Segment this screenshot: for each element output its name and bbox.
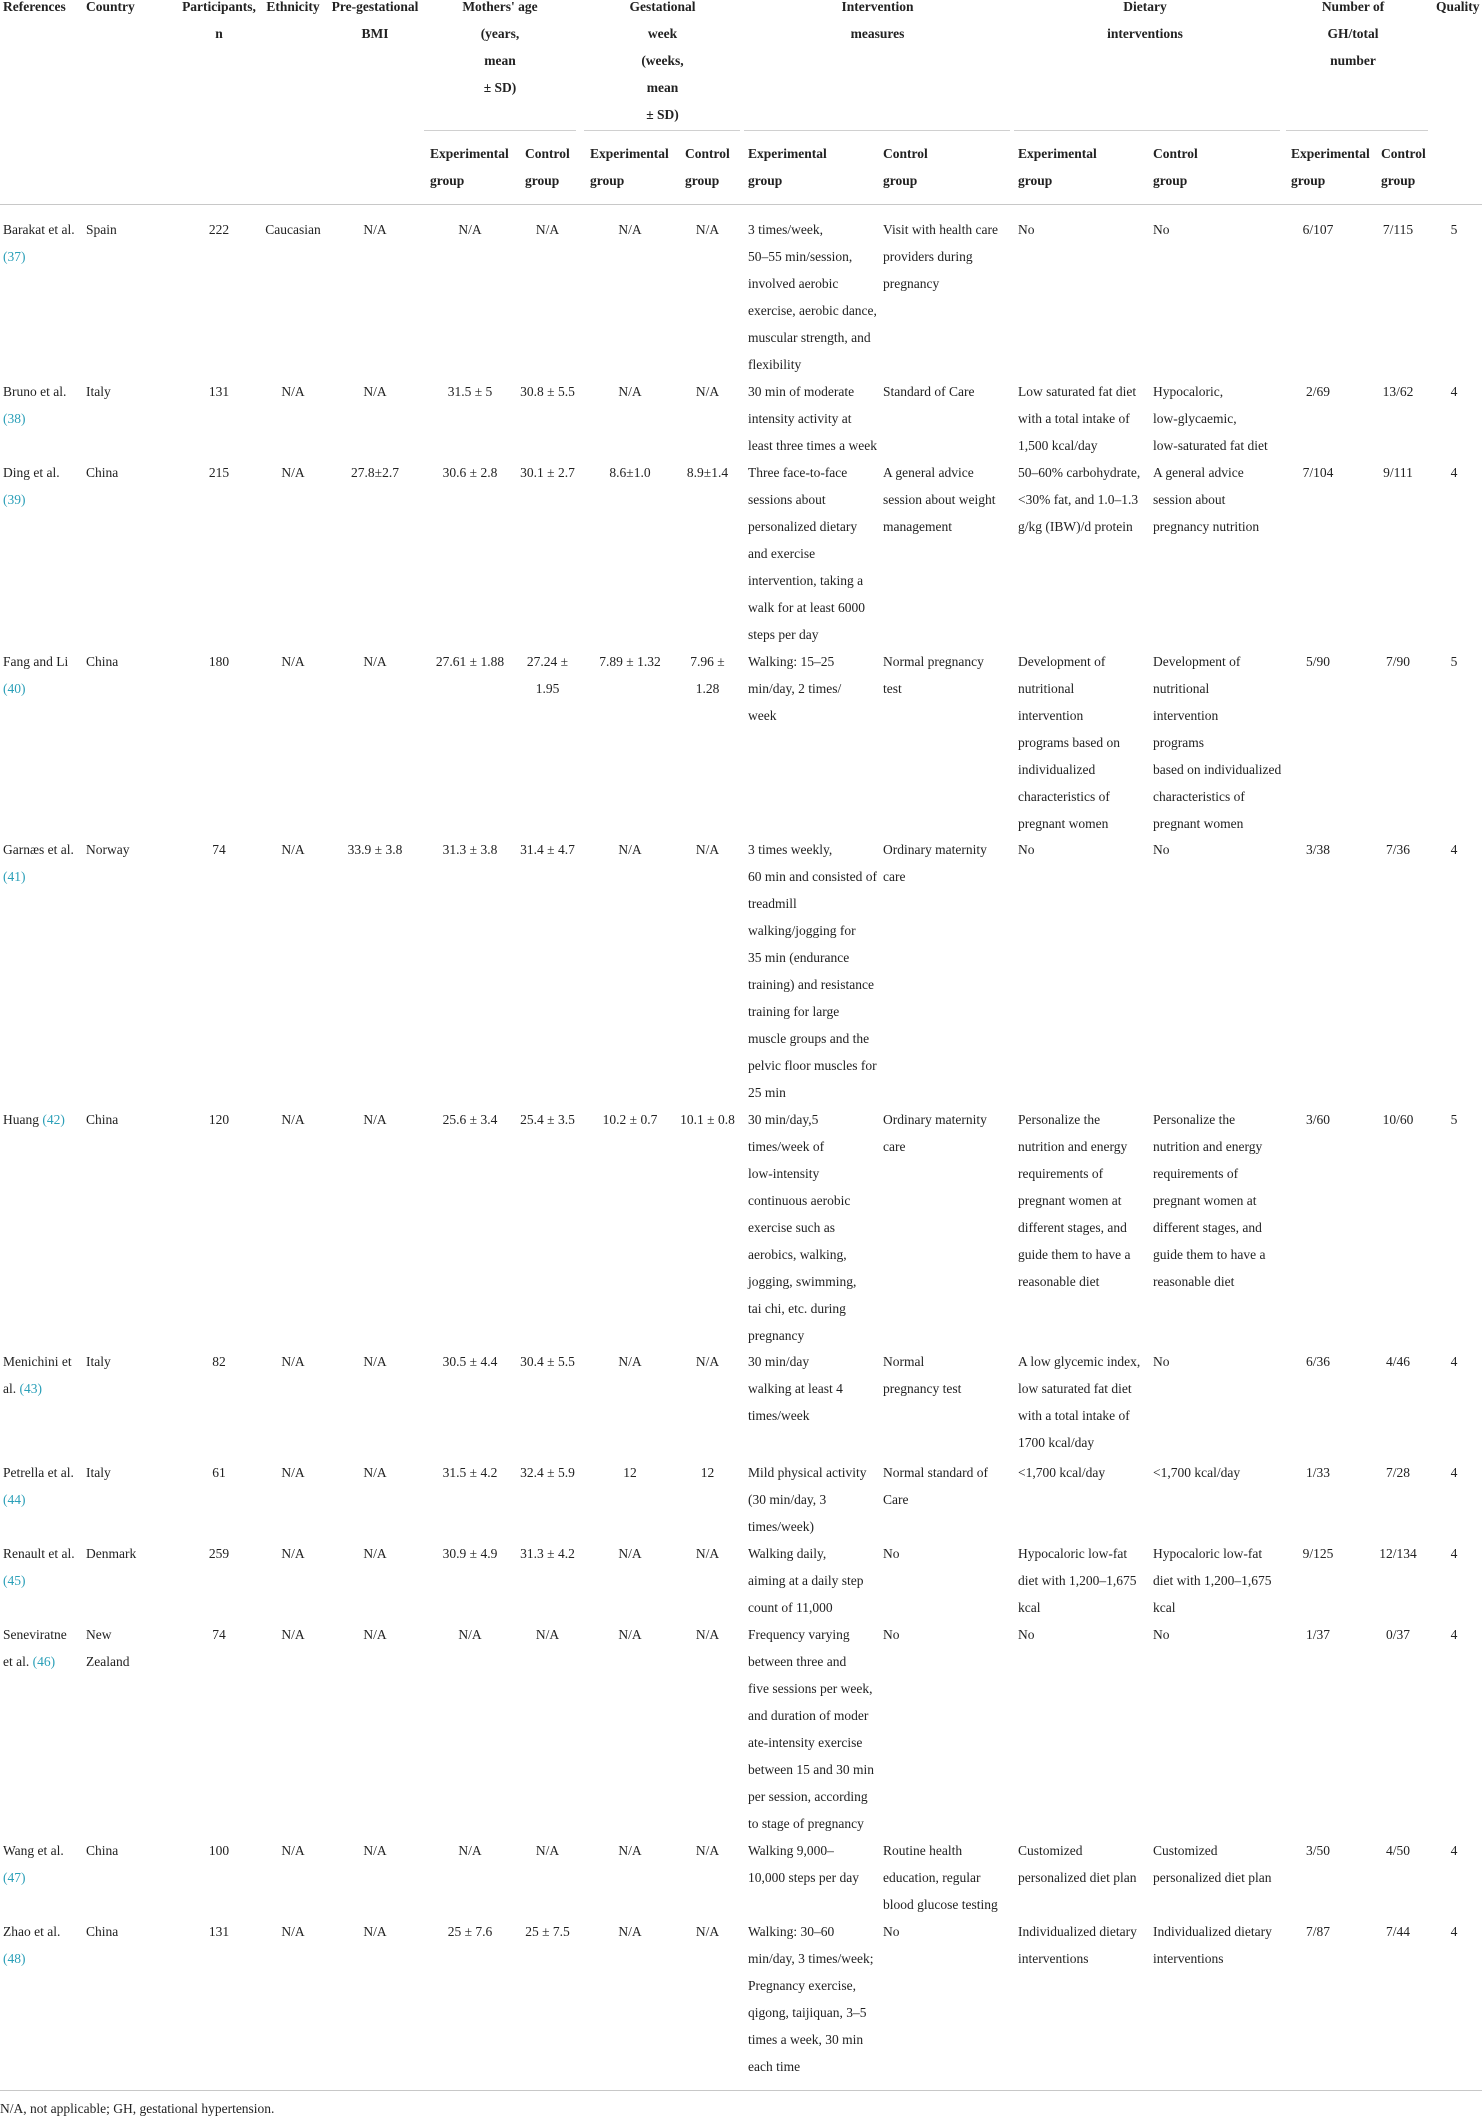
group-rule-intervention bbox=[744, 130, 1010, 131]
cell-eth: N/A bbox=[281, 1546, 305, 1561]
cell-bmi: N/A bbox=[363, 1627, 387, 1642]
sub-diet-exp: Experimental group bbox=[1018, 146, 1097, 188]
cell-age-e: N/A bbox=[458, 1843, 482, 1858]
cell-int-e: Three face-to-face sessions about personalized dietary and exercise intervention, taking a walk for at least 6000 steps per day bbox=[748, 465, 865, 642]
cell-age-c: 32.4 ± 5.9 bbox=[520, 1465, 575, 1480]
header-country: Country bbox=[86, 0, 135, 14]
cell-int-c: Standard of Care bbox=[883, 384, 975, 399]
cell-int-c: No bbox=[883, 1627, 900, 1642]
cell-int-c: Visit with health care providers during pregnancy bbox=[883, 222, 999, 291]
cell-country: China bbox=[86, 1112, 119, 1127]
cell-gw-e: N/A bbox=[618, 1924, 642, 1939]
sub-gest-ctl: Control group bbox=[685, 146, 730, 188]
cell-age-c: 25 ± 7.5 bbox=[525, 1924, 570, 1939]
cell-age-c: 30.8 ± 5.5 bbox=[520, 384, 575, 399]
cell-country: Norway bbox=[86, 842, 130, 857]
reference-author: Menichini et al. bbox=[3, 1354, 72, 1396]
cell-age-e: 27.61 ± 1.88 bbox=[435, 654, 505, 669]
cell-n: 222 bbox=[208, 222, 230, 237]
cell-eth: N/A bbox=[281, 1465, 305, 1480]
header-mothers-age: Mothers' age (years, mean ± SD) bbox=[462, 0, 538, 95]
reference-link[interactable]: (37) bbox=[3, 249, 26, 264]
sub-int-ctl: Control group bbox=[883, 146, 928, 188]
cell-bmi: N/A bbox=[363, 1924, 387, 1939]
cell-n: 120 bbox=[208, 1112, 230, 1127]
header-ethnicity: Ethnicity bbox=[266, 0, 320, 14]
reference-link[interactable]: (46) bbox=[32, 1654, 56, 1669]
cell-int-e: 3 times/week, 50–55 min/session, involved aerobic exercise, aerobic dance, muscular strength, and flexibility bbox=[748, 222, 877, 372]
cell-diet-e: Low saturated fat diet with a total intake of 1,500 kcal/day bbox=[1018, 384, 1137, 453]
sub-age-ctl: Control group bbox=[525, 146, 570, 188]
cell-n: 82 bbox=[212, 1354, 226, 1369]
cell-int-e: Mild physical activity (30 min/day, 3 times/week) bbox=[748, 1465, 867, 1534]
cell-age-e: 31.5 ± 4.2 bbox=[442, 1465, 498, 1480]
cell-age-e: 25.6 ± 3.4 bbox=[442, 1112, 498, 1127]
cell-country: Italy bbox=[86, 1354, 111, 1369]
cell-bmi: N/A bbox=[363, 222, 387, 237]
cell-eth: N/A bbox=[281, 1627, 305, 1642]
sub-gest-exp: Experimental group bbox=[590, 146, 669, 188]
cell-eth: N/A bbox=[281, 465, 305, 480]
cell-n: 100 bbox=[208, 1843, 230, 1858]
cell-diet-e: Development of nutritional intervention programs based on individualized characteristics of pregnant women bbox=[1018, 654, 1120, 831]
cell-country: China bbox=[86, 465, 119, 480]
cell-gw-e: 8.6±1.0 bbox=[609, 465, 651, 480]
cell-bmi: N/A bbox=[363, 1843, 387, 1858]
cell-diet-c: Individualized dietary interventions bbox=[1153, 1924, 1272, 1966]
cell-gh-c: 7/115 bbox=[1382, 222, 1414, 237]
cell-gh-e: 9/125 bbox=[1302, 1546, 1334, 1561]
cell-gh-c: 13/62 bbox=[1382, 384, 1414, 399]
cell-age-c: 25.4 ± 3.5 bbox=[520, 1112, 575, 1127]
cell-diet-c: No bbox=[1153, 222, 1170, 237]
cell-q: 4 bbox=[1450, 1627, 1458, 1642]
cell-gw-e: 7.89 ± 1.32 bbox=[599, 654, 661, 669]
cell-diet-e: Hypocaloric low-fat diet with 1,200–1,675 kcal bbox=[1018, 1546, 1137, 1615]
group-rule-dietary bbox=[1014, 130, 1280, 131]
cell-gw-c: N/A bbox=[695, 1843, 720, 1858]
cell-int-e: Walking 9,000– 10,000 steps per day bbox=[748, 1843, 859, 1885]
cell-diet-e: <1,700 kcal/day bbox=[1018, 1465, 1106, 1480]
cell-diet-c: No bbox=[1153, 842, 1170, 857]
cell-gh-c: 7/44 bbox=[1385, 1924, 1410, 1939]
cell-gh-e: 1/33 bbox=[1305, 1465, 1330, 1480]
cell-q: 4 bbox=[1450, 1465, 1458, 1480]
cell-eth: N/A bbox=[281, 1354, 305, 1369]
cell-int-e: Walking daily, aiming at a daily step count of 11,000 bbox=[748, 1546, 864, 1615]
cell-bmi: N/A bbox=[363, 1465, 387, 1480]
reference-author: Barakat et al. bbox=[3, 222, 75, 237]
cell-diet-c: A general advice session about pregnancy nutrition bbox=[1153, 465, 1260, 534]
cell-age-e: 31.3 ± 3.8 bbox=[442, 842, 498, 857]
cell-gh-c: 4/50 bbox=[1385, 1843, 1410, 1858]
reference-author: Huang bbox=[3, 1112, 39, 1127]
cell-age-c: 30.4 ± 5.5 bbox=[520, 1354, 575, 1369]
cell-q: 4 bbox=[1450, 1843, 1458, 1858]
cell-age-c: 31.3 ± 4.2 bbox=[520, 1546, 575, 1561]
cell-diet-e: A low glycemic index, low saturated fat diet with a total intake of 1700 kcal/day bbox=[1018, 1354, 1141, 1450]
cell-bmi: N/A bbox=[363, 1546, 387, 1561]
cell-eth: N/A bbox=[281, 1924, 305, 1939]
header-gestational-week: Gestational week (weeks, mean ± SD) bbox=[629, 0, 696, 122]
cell-country: China bbox=[86, 1924, 119, 1939]
cell-diet-e: No bbox=[1018, 1627, 1035, 1642]
cell-age-e: 31.5 ± 5 bbox=[447, 384, 493, 399]
cell-gw-c: N/A bbox=[695, 222, 720, 237]
reference-author: Renault et al. bbox=[3, 1546, 75, 1561]
cell-gh-e: 2/69 bbox=[1305, 384, 1330, 399]
cell-gw-e: N/A bbox=[618, 384, 642, 399]
cell-age-c: N/A bbox=[535, 1627, 560, 1642]
cell-diet-c: No bbox=[1153, 1627, 1170, 1642]
cell-diet-e: 50–60% carbohydrate, <30% fat, and 1.0–1.3 g/kg (IBW)/d protein bbox=[1018, 465, 1141, 534]
cell-q: 5 bbox=[1450, 1112, 1458, 1127]
cell-country: New Zealand bbox=[86, 1627, 130, 1669]
cell-int-c: Normal pregnancy test bbox=[883, 1354, 962, 1396]
sub-int-exp: Experimental group bbox=[748, 146, 827, 188]
header-gh: Number of GH/total number bbox=[1321, 0, 1385, 68]
cell-gw-c: N/A bbox=[695, 1354, 720, 1369]
cell-gh-c: 0/37 bbox=[1385, 1627, 1410, 1642]
cell-gw-c: 10.1 ± 0.8 bbox=[680, 1112, 735, 1127]
cell-q: 5 bbox=[1450, 222, 1458, 237]
cell-n: 180 bbox=[208, 654, 230, 669]
table-footnote: N/A, not applicable; GH, gestational hypertension. bbox=[0, 2101, 275, 2116]
cell-country: Italy bbox=[86, 384, 111, 399]
reference-author: Ding et al. bbox=[3, 465, 60, 480]
cell-int-e: 3 times weekly, 60 min and consisted of treadmill walking/jogging for 35 min (endurance training) and resistance training for large muscle groups and the pelvic floor muscles for 25 min bbox=[748, 842, 877, 1100]
cell-gw-c: N/A bbox=[695, 1546, 720, 1561]
cell-n: 131 bbox=[208, 1924, 230, 1939]
reference-link[interactable]: (44) bbox=[3, 1492, 26, 1507]
cell-int-c: Ordinary maternity care bbox=[883, 842, 987, 884]
cell-country: Italy bbox=[86, 1465, 111, 1480]
cell-gh-e: 3/50 bbox=[1305, 1843, 1330, 1858]
cell-eth: N/A bbox=[281, 1843, 305, 1858]
cell-n: 74 bbox=[212, 1627, 226, 1642]
cell-gh-e: 1/37 bbox=[1305, 1627, 1330, 1642]
cell-q: 4 bbox=[1450, 465, 1458, 480]
cell-bmi: N/A bbox=[363, 1112, 387, 1127]
cell-diet-c: Personalize the nutrition and energy requirements of pregnant women at different stages, and guide them to have a reasonable diet bbox=[1153, 1112, 1266, 1289]
cell-age-c: N/A bbox=[535, 1843, 560, 1858]
cell-age-e: 30.5 ± 4.4 bbox=[442, 1354, 498, 1369]
cell-gh-e: 5/90 bbox=[1305, 654, 1330, 669]
reference-link[interactable]: (39) bbox=[3, 492, 26, 507]
cell-q: 4 bbox=[1450, 384, 1458, 399]
reference-author: Seneviratne et al. bbox=[3, 1627, 67, 1669]
cell-country: Spain bbox=[86, 222, 117, 237]
cell-diet-c: <1,700 kcal/day bbox=[1153, 1465, 1241, 1480]
header-bmi: Pre-gestational BMI bbox=[331, 0, 419, 41]
reference-author: Bruno et al. bbox=[3, 384, 67, 399]
reference-author: Fang and Li bbox=[3, 654, 69, 669]
reference-link[interactable]: (41) bbox=[3, 869, 26, 884]
cell-eth: N/A bbox=[281, 842, 305, 857]
cell-diet-e: No bbox=[1018, 222, 1035, 237]
cell-int-c: A general advice session about weight management bbox=[883, 465, 996, 534]
cell-diet-c: Customized personalized diet plan bbox=[1153, 1843, 1272, 1885]
table-bottom-rule bbox=[0, 2090, 1482, 2091]
cell-int-c: No bbox=[883, 1924, 900, 1939]
cell-n: 215 bbox=[208, 465, 230, 480]
sub-gh-exp: Experimental group bbox=[1291, 146, 1370, 188]
cell-q: 4 bbox=[1450, 842, 1458, 857]
cell-n: 259 bbox=[208, 1546, 230, 1561]
reference-link[interactable]: (43) bbox=[19, 1381, 42, 1396]
cell-diet-c: Hypocaloric low-fat diet with 1,200–1,675 kcal bbox=[1153, 1546, 1272, 1615]
cell-gh-e: 3/60 bbox=[1305, 1112, 1330, 1127]
sub-diet-ctl: Control group bbox=[1153, 146, 1198, 188]
cell-gh-c: 10/60 bbox=[1382, 1112, 1414, 1127]
cell-bmi: N/A bbox=[363, 1354, 387, 1369]
cell-int-e: Frequency varying between three and five sessions per week, and duration of moder ate-intensity exercise between 15 and 30 min per session, according to stage of pregnancy bbox=[748, 1627, 874, 1831]
cell-q: 5 bbox=[1450, 654, 1458, 669]
cell-gh-c: 7/90 bbox=[1385, 654, 1410, 669]
header-references: References bbox=[3, 0, 66, 14]
cell-gh-e: 7/87 bbox=[1305, 1924, 1330, 1939]
cell-int-c: Normal pregnancy test bbox=[883, 654, 984, 696]
cell-age-c: 30.1 ± 2.7 bbox=[520, 465, 575, 480]
reference-link[interactable]: (38) bbox=[3, 411, 26, 426]
cell-eth: N/A bbox=[281, 654, 305, 669]
group-rule-gh bbox=[1286, 130, 1428, 131]
cell-bmi: N/A bbox=[363, 384, 387, 399]
header-participants: Participants, n bbox=[182, 0, 256, 41]
cell-gh-e: 6/36 bbox=[1305, 1354, 1330, 1369]
cell-age-e: 25 ± 7.6 bbox=[447, 1924, 493, 1939]
cell-diet-e: Personalize the nutrition and energy requirements of pregnant women at different stages, and guide them to have a reasonable diet bbox=[1018, 1112, 1131, 1289]
group-rule-age bbox=[424, 130, 576, 131]
cell-gh-c: 7/28 bbox=[1385, 1465, 1410, 1480]
cell-int-c: Ordinary maternity care bbox=[883, 1112, 987, 1154]
cell-q: 4 bbox=[1450, 1354, 1458, 1369]
cell-country: China bbox=[86, 654, 119, 669]
cell-diet-e: Customized personalized diet plan bbox=[1018, 1843, 1137, 1885]
cell-diet-c: Hypocaloric, low-glycaemic, low-saturated fat diet bbox=[1153, 384, 1268, 453]
cell-gh-c: 12/134 bbox=[1379, 1546, 1417, 1561]
cell-int-c: Routine health education, regular blood glucose testing bbox=[883, 1843, 998, 1912]
cell-gh-e: 3/38 bbox=[1305, 842, 1330, 857]
cell-bmi: 27.8±2.7 bbox=[351, 465, 399, 480]
cell-gw-c: N/A bbox=[695, 1627, 720, 1642]
cell-gh-c: 4/46 bbox=[1385, 1354, 1410, 1369]
cell-int-e: Walking: 30–60 min/day, 3 times/week; Pregnancy exercise, qigong, taijiquan, 3–5 times a week, 30 min each time bbox=[748, 1924, 874, 2074]
reference-link[interactable]: (42) bbox=[42, 1112, 65, 1127]
cell-q: 4 bbox=[1450, 1546, 1458, 1561]
cell-age-e: 30.9 ± 4.9 bbox=[442, 1546, 498, 1561]
cell-n: 74 bbox=[212, 842, 226, 857]
cell-int-c: Normal standard of Care bbox=[883, 1465, 988, 1507]
cell-gw-e: N/A bbox=[618, 1843, 642, 1858]
group-rule-gest bbox=[584, 130, 740, 131]
cell-gw-e: N/A bbox=[618, 1354, 642, 1369]
cell-n: 61 bbox=[212, 1465, 226, 1480]
header-bottom-rule bbox=[0, 204, 1482, 205]
cell-gw-e: N/A bbox=[618, 222, 642, 237]
cell-age-c: N/A bbox=[535, 222, 560, 237]
cell-gw-c: 7.96 ± 1.28 bbox=[690, 654, 725, 696]
cell-int-e: Walking: 15–25 min/day, 2 times/ week bbox=[748, 654, 842, 723]
cell-bmi: N/A bbox=[363, 654, 387, 669]
cell-age-e: N/A bbox=[458, 1627, 482, 1642]
reference-author: Zhao et al. bbox=[3, 1924, 61, 1939]
cell-gw-e: 12 bbox=[623, 1465, 637, 1480]
cell-age-e: N/A bbox=[458, 222, 482, 237]
cell-eth: Caucasian bbox=[265, 222, 321, 237]
cell-gw-c: 12 bbox=[700, 1465, 715, 1480]
header-intervention: Intervention measures bbox=[841, 0, 914, 41]
reference-author: Petrella et al. bbox=[3, 1465, 74, 1480]
cell-gw-e: 10.2 ± 0.7 bbox=[602, 1112, 658, 1127]
cell-gw-e: N/A bbox=[618, 1546, 642, 1561]
cell-diet-e: No bbox=[1018, 842, 1035, 857]
cell-gw-e: N/A bbox=[618, 1627, 642, 1642]
cell-gh-c: 9/111 bbox=[1383, 465, 1413, 480]
header-quality: Quality bbox=[1436, 0, 1480, 14]
cell-int-e: 30 min/day,5 times/week of low-intensity continuous aerobic exercise such as aerobics, walking, jogging, swimming, tai chi, etc. during pregnancy bbox=[748, 1112, 857, 1343]
reference-link[interactable]: (45) bbox=[3, 1573, 26, 1588]
cell-age-e: 30.6 ± 2.8 bbox=[442, 465, 498, 480]
cell-q: 4 bbox=[1450, 1924, 1458, 1939]
cell-gw-e: N/A bbox=[618, 842, 642, 857]
cell-eth: N/A bbox=[281, 384, 305, 399]
reference-author: Wang et al. bbox=[3, 1843, 64, 1858]
cell-int-e: 30 min/day walking at least 4 times/week bbox=[748, 1354, 843, 1423]
reference-author: Garnæs et al. bbox=[3, 842, 74, 857]
reference-link[interactable]: (48) bbox=[3, 1951, 26, 1966]
sub-age-exp: Experimental group bbox=[430, 146, 509, 188]
reference-link[interactable]: (40) bbox=[3, 681, 26, 696]
cell-diet-c: Development of nutritional intervention programs based on individualized characteristics of pregnant women bbox=[1153, 654, 1282, 831]
cell-gh-e: 6/107 bbox=[1302, 222, 1334, 237]
cell-diet-e: Individualized dietary interventions bbox=[1018, 1924, 1137, 1966]
cell-eth: N/A bbox=[281, 1112, 305, 1127]
cell-gh-e: 7/104 bbox=[1302, 465, 1334, 480]
cell-bmi: 33.9 ± 3.8 bbox=[347, 842, 403, 857]
cell-gw-c: N/A bbox=[695, 384, 720, 399]
cell-int-e: 30 min of moderate intensity activity at least three times a week bbox=[748, 384, 877, 453]
cell-n: 131 bbox=[208, 384, 230, 399]
cell-gh-c: 7/36 bbox=[1385, 842, 1410, 857]
cell-country: China bbox=[86, 1843, 119, 1858]
cell-age-c: 31.4 ± 4.7 bbox=[520, 842, 575, 857]
sub-gh-ctl: Control group bbox=[1381, 146, 1426, 188]
cell-int-c: No bbox=[883, 1546, 900, 1561]
cell-gw-c: 8.9±1.4 bbox=[686, 465, 729, 480]
cell-diet-c: No bbox=[1153, 1354, 1170, 1369]
cell-country: Denmark bbox=[86, 1546, 137, 1561]
reference-link[interactable]: (47) bbox=[3, 1870, 26, 1885]
cell-gw-c: N/A bbox=[695, 1924, 720, 1939]
header-dietary: Dietary interventions bbox=[1107, 0, 1183, 41]
cell-gw-c: N/A bbox=[695, 842, 720, 857]
cell-age-c: 27.24 ± 1.95 bbox=[526, 654, 569, 696]
